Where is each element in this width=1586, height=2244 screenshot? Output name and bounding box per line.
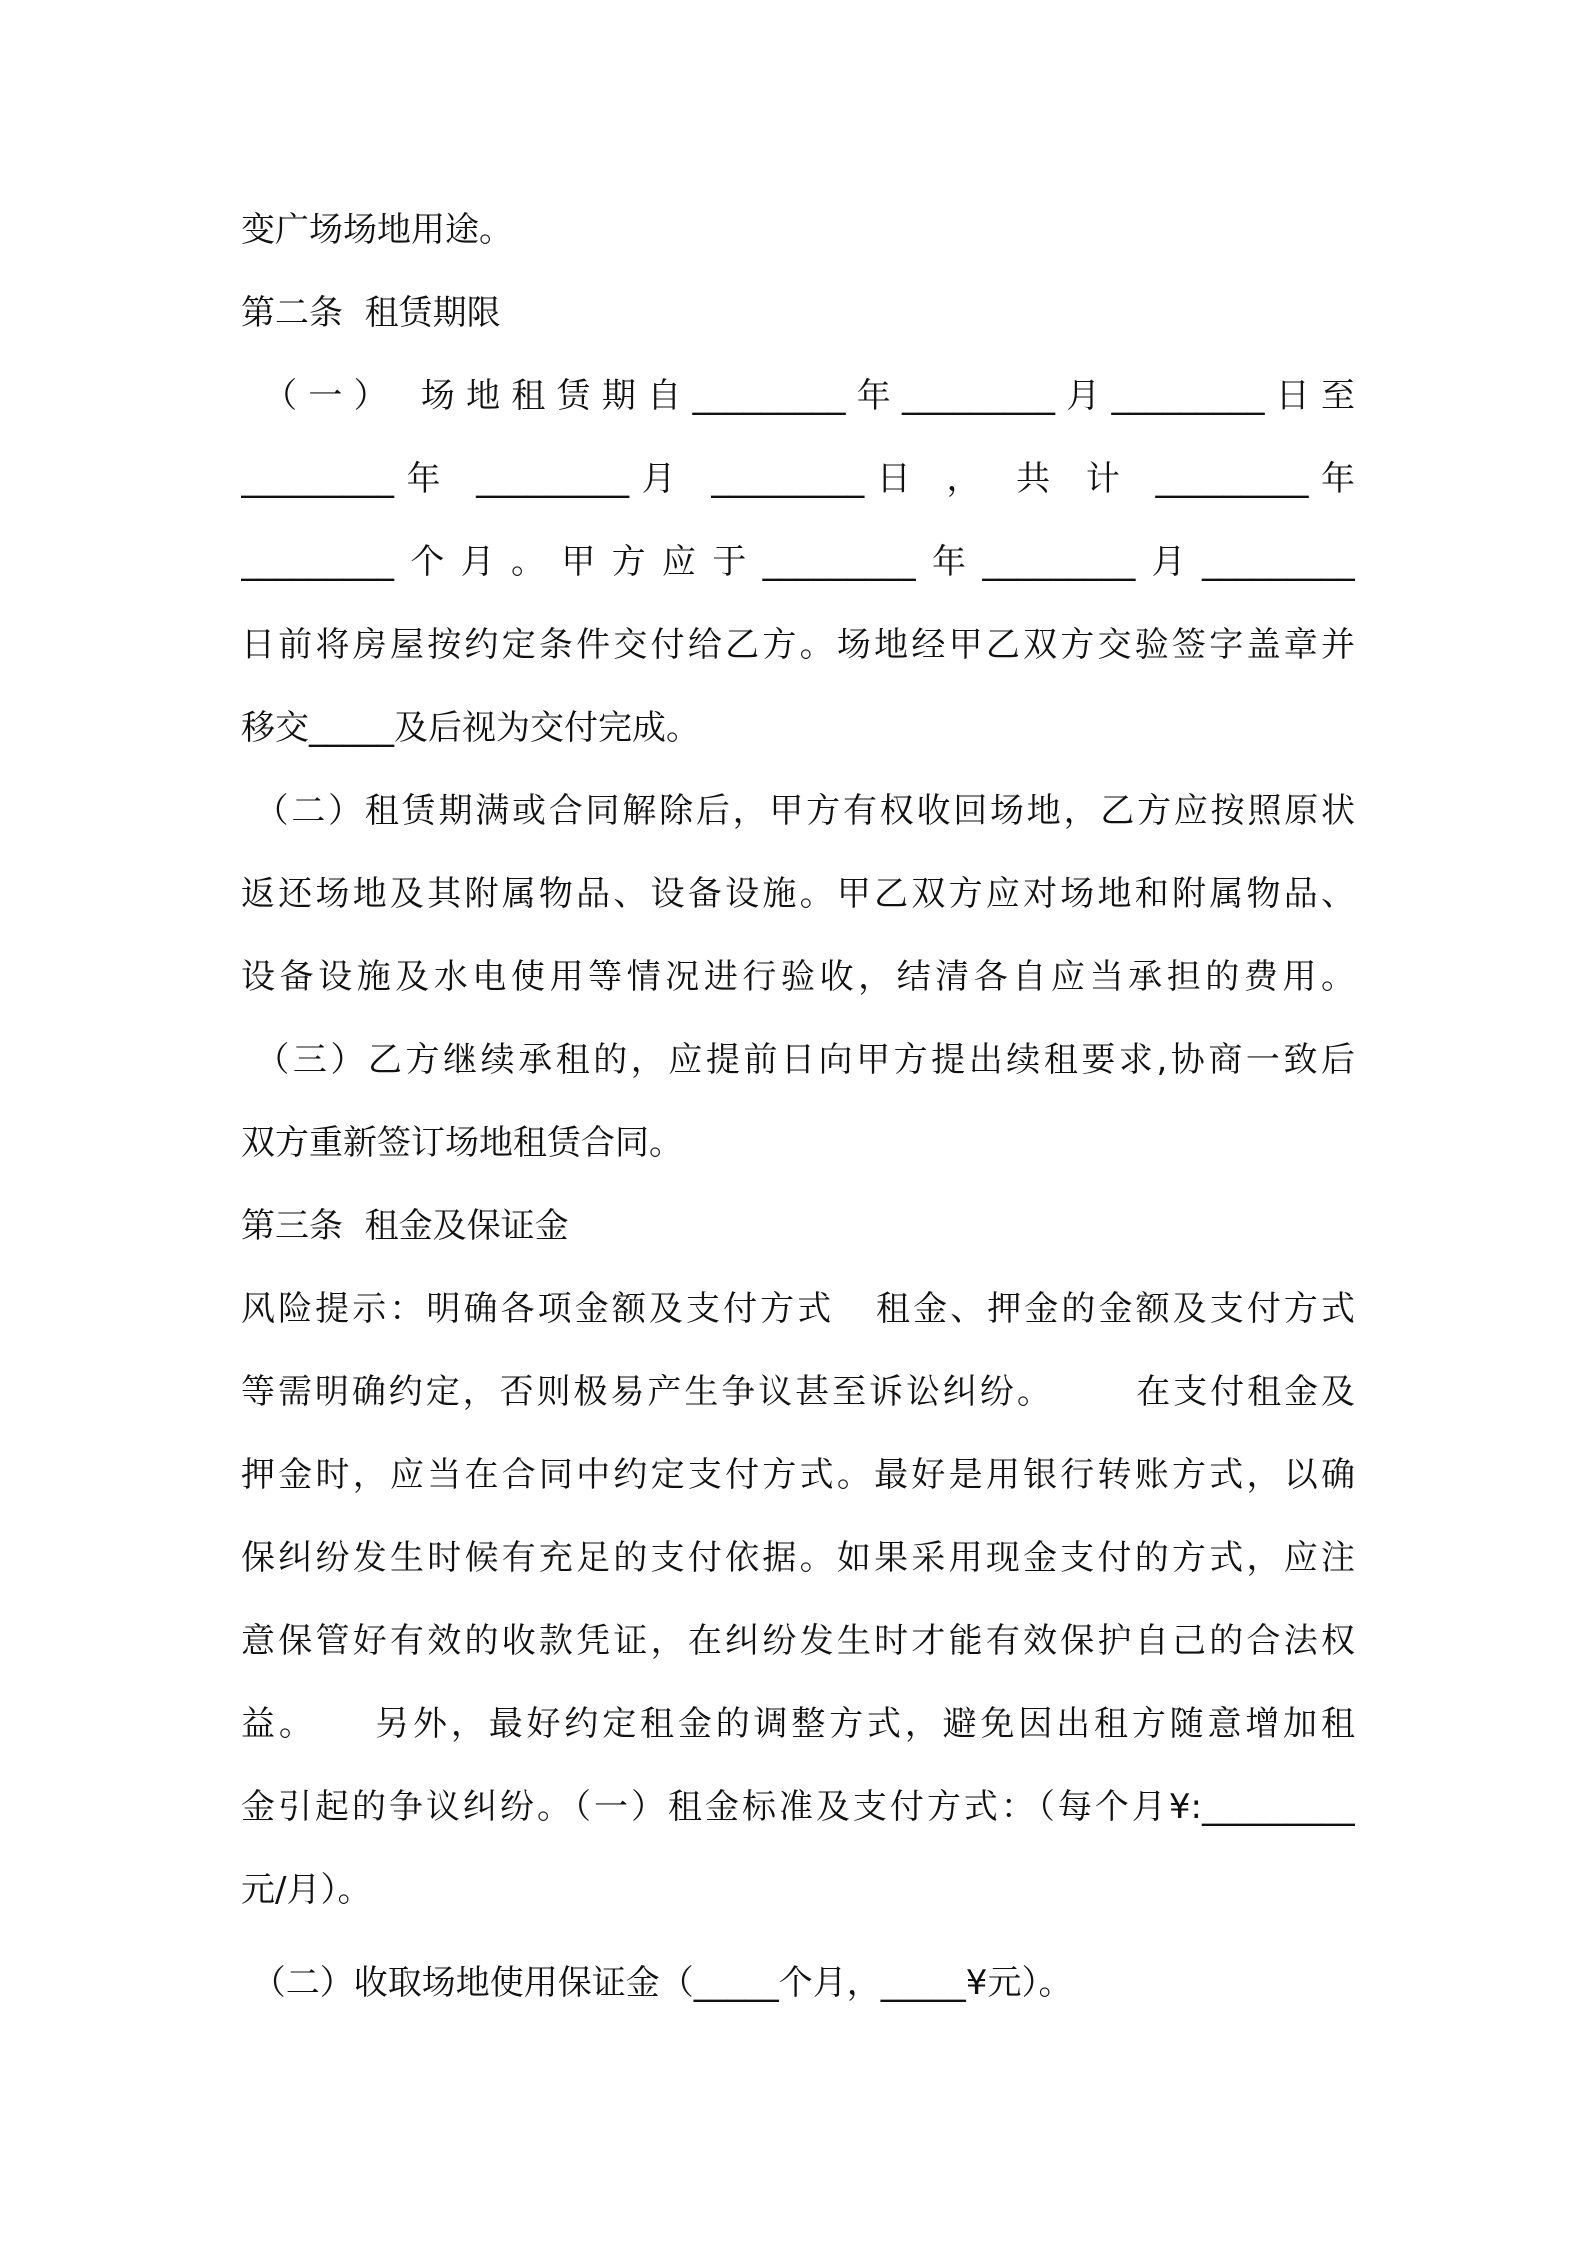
text-line-11: （三）乙方继续承租的，应提前日向甲方提出续租要求,协商一致后 [241, 1040, 1355, 1080]
text-line-10: 设备设施及水电使用等情况进行验收，结清各自应当承担的费用。 [241, 957, 1355, 997]
text-line-6: 日前将房屋按约定条件交付给乙方。场地经甲乙双方交验签字盖章并 [241, 625, 1355, 665]
text-line-8: （二）租赁期满或合同解除后，甲方有权收回场地，乙方应按照原状 [241, 791, 1355, 831]
text-line-12: 双方重新签订场地租赁合同。 [241, 1123, 683, 1163]
text-line-20: 金引起的争议纠纷。（一）租金标准及支付方式：（每个月¥:_________ [241, 1787, 1355, 1827]
text-line-3: （一） 场地租赁期自_________年_________月_________日至 [241, 376, 1355, 416]
text-line-7: 移交_____及后视为交付完成。 [241, 708, 700, 748]
text-line-4: _________年 _________月 _________日 ， 共 计 _________年 [241, 459, 1355, 499]
text-line-15: 等需明确约定，否则极易产生争议甚至诉讼纠纷。 在支付租金及 [241, 1372, 1355, 1412]
text-line-17: 保纠纷发生时候有充足的支付依据。如果采用现金支付的方式，应注 [241, 1538, 1355, 1578]
text-line-16: 押金时，应当在合同中约定支付方式。最好是用银行转账方式，以确 [241, 1455, 1355, 1495]
text-line-9: 返还场地及其附属物品、设备设施。甲乙双方应对场地和附属物品、 [241, 874, 1355, 914]
text-line-19: 益。 另外，最好约定租金的调整方式，避免因出租方随意增加租 [241, 1704, 1355, 1744]
text-line-14: 风险提示：明确各项金额及支付方式 租金、押金的金额及支付方式 [241, 1289, 1355, 1329]
text-line-21: 元/月）。 [241, 1870, 372, 1910]
text-line-22: （二）收取场地使用保证金（_____个月，_____¥元）。 [241, 1963, 1073, 2003]
text-line-5: _________个月。甲方应于_________年_________月_________ [241, 542, 1355, 582]
article-2-heading: 第二条 租赁期限 [241, 293, 501, 333]
text-line-1: 变广场场地用途。 [241, 210, 513, 250]
text-line-18: 意保管好有效的收款凭证，在纠纷发生时才能有效保护自己的合法权 [241, 1621, 1355, 1661]
article-3-heading: 第三条 租金及保证金 [241, 1206, 569, 1246]
